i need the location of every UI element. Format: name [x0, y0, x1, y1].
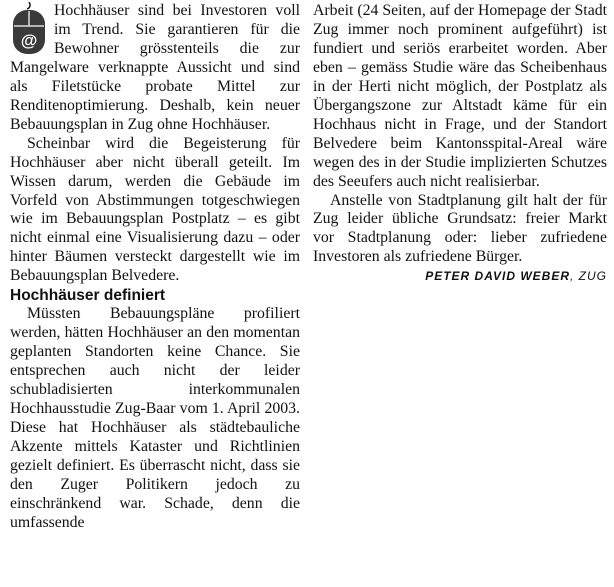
- left-column: [10, 2, 300, 533]
- paragraph-conclusion: Anstelle von Stadtplanung gilt halt der für Zug leider übliche Grundsatz: freier Markt vor Stadtplanung oder: lieber zufriedene Investoren als zufriedene Bürger.: [313, 191, 607, 266]
- right-column: [313, 2, 607, 285]
- paragraph-intro: Hochhäuser sind bei Investoren voll im Trend. Sie garantieren für die Bewohner grösstenteils die zur Mangelware verknappte Aussicht und sind als Filetstücke probate Mittel zur Renditenoptimierung. Deshalb, kein neuer Bebauungsplan in Zug ohne Hochhäuser.: [10, 2, 300, 133]
- author-byline: [313, 267, 607, 285]
- computer-mouse-at-icon: [10, 2, 48, 56]
- svg-text:@: @: [20, 31, 38, 50]
- author-location: , ZUG: [570, 269, 607, 284]
- paragraph-study: Müssten Bebauungspläne profiliert werden, hätten Hochhäuser an den momentan geplanten Standorten keine Chance. Sie entsprechen auch nicht der leider schubladisierten interkommunalen Hochhausstudie Zug-Baar vom 1. April 2003. Diese hat Hochhäuser als städtebauliche Akzente mittels Kataster und Richtlinien gezielt definiert. Es überrascht nicht, dass sie den Zuger Politikern jedoch zu einschränkend war. Schade, denn die umfassende: [10, 305, 300, 531]
- paragraph-enthusiasm: Scheinbar wird die Begeisterung für Hochhäuser aber nicht überall geteilt. Im Wissen darum, werden die Gebäude im Vorfeld von Abstimmungen totgeschwiegen wie im Bebauungsplan Postplatz – es gibt nicht einmal eine Visualisierung dazu – oder hinter Bäumen versteckt dargestellt wie im Bebauungsplan Belvedere.: [10, 134, 300, 285]
- paragraph-continuation: Arbeit (24 Seiten, auf der Homepage der Stadt Zug immer noch prominent aufgeführt) ist fundiert und seriös erarbeitet worden. Aber eben – gemäss Studie wäre das Scheibenhaus in der Herti nicht möglich, der Postplatz als Übergangszone zur Altstadt käme für ein Hochhaus nicht in Frage, und der Standort Belvedere beim Kantonsspital-Areal wäre wegen des in der Studie implizierten Schutzes des Seeufers auch nicht realisierbar.: [313, 2, 607, 190]
- section-heading: Hochhäuser definiert: [10, 287, 166, 305]
- author-name: PETER DAVID WEBER: [425, 269, 570, 284]
